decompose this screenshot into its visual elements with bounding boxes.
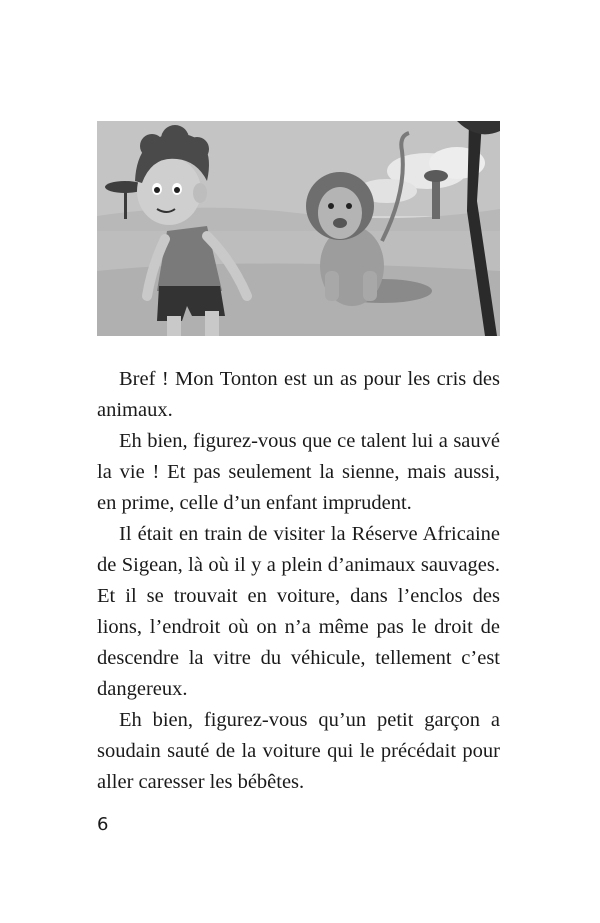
boy-and-lion-picture: [97, 121, 500, 336]
paragraph: Il était en train de visiter la Réserve Africaine de Sigean, là où il y a plein d’animaux sauvages. Et il se trouvait en voiture, dans l’enclos des lions, l’endroit où on n’a même pas le droit de descendre la vitre du véhicule, tellement c’est dangereux.: [97, 523, 500, 700]
page-number: 6: [97, 814, 109, 835]
paragraph: Eh bien, figurez-vous qu’un petit garçon a soudain sauté de la voiture qui le précédait pour aller caresser les bébêtes.: [97, 709, 500, 793]
paragraph: Bref ! Mon Tonton est un as pour les cris des animaux.: [97, 368, 500, 421]
paragraph: Eh bien, figurez-vous que ce talent lui a sauvé la vie ! Et pas seulement la sienne, mais aussi, en prime, celle d’un enfant imprudent.: [97, 430, 500, 514]
illustration-boy-and-lion: [97, 121, 500, 336]
body-text: [97, 364, 500, 798]
